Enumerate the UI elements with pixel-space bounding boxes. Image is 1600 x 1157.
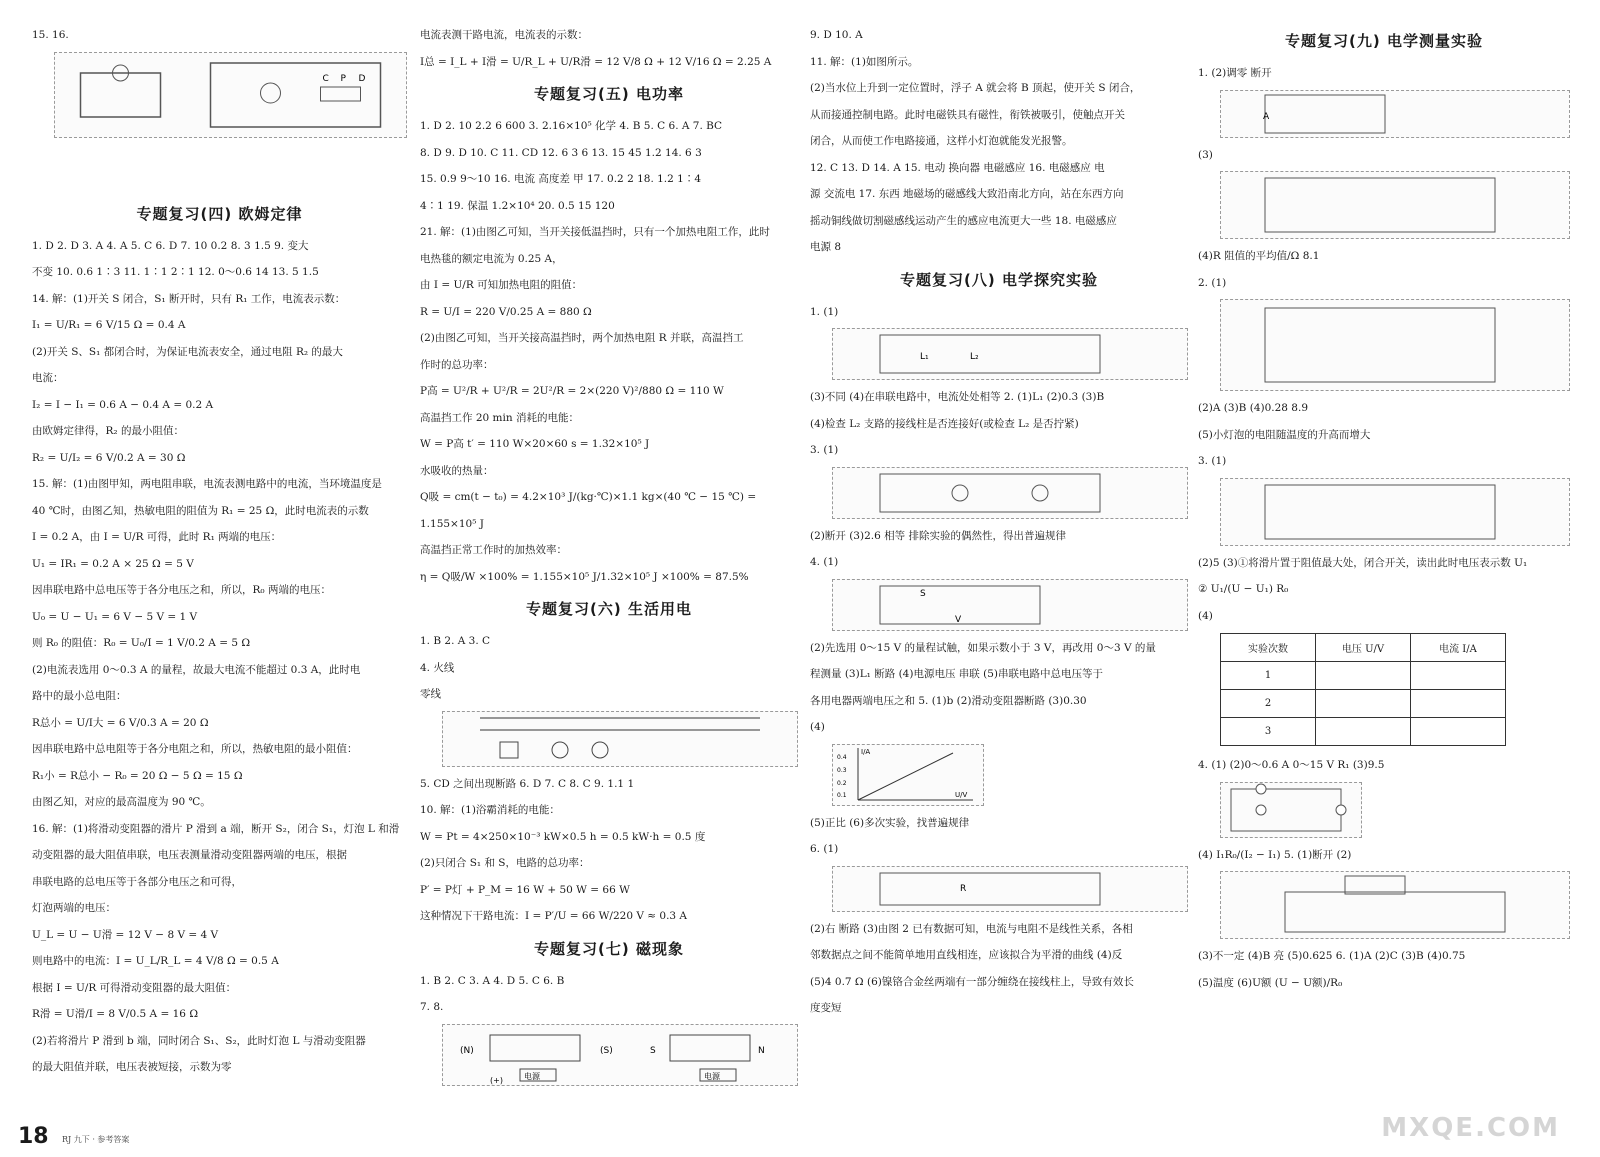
table-cell — [1411, 718, 1506, 746]
text-line: (2)A (3)B (4)0.28 8.9 — [1198, 402, 1309, 414]
text-line: 因串联电路中总电压等于各分电压之和，所以，R₀ 两端的电压： — [32, 584, 331, 596]
text-line: 1. B 2. A 3. C — [420, 635, 491, 647]
text-line: 1.155×10⁵ J — [420, 517, 484, 530]
coil-diagram-icon — [443, 1025, 797, 1085]
table-cell — [1316, 662, 1411, 690]
circuit-diagram-icon — [443, 712, 797, 766]
text-line: 3. (1) — [810, 444, 839, 456]
table-row — [1221, 718, 1506, 746]
text-line: (2)右 断路 (3)由图 2 已有数据可知，电流与电阻不是线性关系，各相 — [810, 922, 1133, 935]
text-line: 15. 0.9 9～10 16. 电流 高度差 甲 17. 0.2 2 18. 1.2 1∶4 — [420, 173, 702, 185]
label-power-2: 电源 — [704, 1071, 720, 1081]
column-1 — [32, 22, 407, 1117]
text-line: 5. CD 之间出现断路 6. D 7. C 8. C 9. 1.1 1 — [420, 777, 635, 790]
table-cell — [1316, 690, 1411, 718]
text-line: 16. 解：(1)将滑动变阻器的滑片 P 滑到 a 端，断开 S₂，闭合 S₁，灯泡 L 和滑 — [32, 822, 400, 835]
text-line: 电流表测干路电流，电流表的示数： — [420, 29, 588, 41]
text-line: 40 ℃时，由图乙知，热敏电阻的阻值为 R₁ = 25 Ω，此时电流表的示数 — [32, 504, 369, 517]
text-line: 4∶1 19. 保温 1.2×10⁴ 20. 0.5 15 120 — [420, 199, 615, 212]
circuit-diagram-icon — [833, 329, 1187, 379]
text-line: 由 I = U/R 可知加热电阻的阻值： — [420, 279, 583, 291]
label-d: D — [358, 73, 366, 84]
graph-icon — [833, 745, 983, 805]
text-line: 1. (1) — [810, 305, 839, 318]
section-title: 专题复习(八) 电学探究实验 — [900, 270, 1098, 289]
electromagnet-figure — [442, 1024, 798, 1086]
text-line: (3)不一定 (4)B 亮 (5)0.625 6. (1)A (2)C (3)B (4)0.75 — [1198, 950, 1466, 962]
text-line: 11. 解：(1)如图所示。 — [810, 55, 919, 68]
section-title: 专题复习(六) 生活用电 — [526, 600, 692, 618]
text-line: (2)若将滑片 P 滑到 b 端，同时闭合 S₁、S₂，此时灯泡 L 与滑动变阻器 — [32, 1034, 366, 1047]
text-line: P高 = U²/R + U²/R = 2U²/R = 2×(220 V)²/880 Ω = 110 W — [420, 385, 724, 397]
text-line: 则电路中的电流：I = U_L/R_L = 4 V/8 Ω = 0.5 A — [32, 955, 279, 967]
text-line: R滑 = U滑/I = 8 V/0.5 A = 16 Ω — [32, 1008, 199, 1020]
text-line: 1. (2)调零 断开 — [1198, 67, 1272, 79]
text-line: 1. D 2. D 3. A 4. A 5. C 6. D 7. 10 0.2 8. 3 1.5 9. 变大 — [32, 239, 309, 252]
text-line: 因串联电路中总电阻等于各分电阻之和，所以，热敏电阻的最小阻值： — [32, 743, 358, 755]
graph-ylabel: I/A — [861, 747, 871, 756]
table-row — [1221, 690, 1506, 718]
text-line: U₀ = U − U₁ = 6 V − 5 V = 1 V — [32, 610, 198, 623]
text-line: 1. D 2. 10 2.2 6 600 3. 2.16×10⁵ 化学 4. B 5. C 6. A 7. BC — [420, 120, 723, 132]
circuit-figure-9-4 — [1220, 782, 1362, 838]
section-title: 专题复习(九) 电学测量实验 — [1285, 32, 1483, 50]
text-line: (2)先选用 0～15 V 的量程试触，如果示数小于 3 V，再改用 0～3 V 的量 — [810, 641, 1156, 654]
label-a: A — [1263, 111, 1270, 122]
text-line: 10. 解：(1)浴霸消耗的电能： — [420, 804, 560, 816]
text-line: (2)只闭合 S₁ 和 S，电路的总功率： — [420, 857, 590, 869]
text-line: R总小 = U/I大 = 6 V/0.3 A = 20 Ω — [32, 716, 209, 729]
text-line: 6. (1) — [810, 843, 839, 855]
text-line: I = 0.2 A，由 I = U/R 可得，此时 R₁ 两端的电压： — [32, 531, 282, 543]
text-line: 从而接通控制电路。此时电磁铁具有磁性，衔铁被吸引，使触点开关 — [810, 108, 1125, 121]
text-line: I₂ = I − I₁ = 0.6 A − 0.4 A = 0.2 A — [32, 398, 214, 411]
text-line: (2)当水位上升到一定位置时，浮子 A 就会将 B 顶起，使开关 S 闭合， — [810, 82, 1141, 94]
text-line: ② U₁/(U − U₁) R₀ — [1198, 583, 1289, 595]
text-line: 路中的最小总电阻： — [32, 690, 127, 702]
text-line: 水吸收的热量： — [420, 464, 494, 477]
table-cell: 2 — [1221, 690, 1316, 718]
text-line: (3)不同 (4)在串联电路中，电流处处相等 2. (1)L₁ (2)0.3 (3)B — [810, 391, 1105, 403]
circuit-figure-9-1 — [1220, 90, 1570, 138]
footer-text: RJ 九下 · 参考答案 — [62, 1135, 130, 1144]
text-line: U_L = U − U滑 = 12 V − 8 V = 4 V — [32, 928, 219, 941]
text-line: (5)正比 (6)多次实验，找普遍规律 — [810, 816, 970, 829]
text-line: 电热毯的额定电流为 0.25 A， — [420, 252, 563, 265]
circuit-diagram-icon — [1221, 783, 1361, 837]
text-line: 15. 16. — [32, 29, 69, 41]
text-line: P′ = P灯 + P_M = 16 W + 50 W = 66 W — [420, 883, 630, 896]
table-cell — [1411, 690, 1506, 718]
text-line: (2)断开 (3)2.6 相等 排除实验的偶然性，得出普遍规律 — [810, 529, 1066, 542]
text-line: (4) — [1198, 609, 1213, 622]
text-line: 不变 10. 0.6 1∶3 11. 1∶1 2∶1 12. 0～0.6 14 13. 5 1.5 — [32, 266, 319, 278]
table-cell: 1 — [1221, 662, 1316, 690]
label-l1: L₁ — [920, 352, 929, 362]
text-line: 电源 8 — [810, 241, 842, 253]
text-line: 7. 8. — [420, 1001, 444, 1013]
text-line: I₁ = U/R₁ = 6 V/15 Ω = 0.4 A — [32, 319, 186, 331]
table-cell — [1316, 718, 1411, 746]
text-line: (3) — [1198, 148, 1213, 161]
text-line: 8. D 9. D 10. C 11. CD 12. 6 3 6 13. 15 45 1.2 14. 6 3 — [420, 146, 702, 159]
label-n: (N) — [460, 1045, 474, 1056]
text-line: (2)由图乙可知，当开关接高温挡时，两个加热电阻 R 并联，高温挡工 — [420, 332, 744, 344]
text-line: 摇动铜线做切割磁感线运动产生的感应电流更大一些 18. 电磁感应 — [810, 214, 1117, 227]
table-cell — [1411, 662, 1506, 690]
text-line: 则 R₀ 的阻值：R₀ = U₀/I = 1 V/0.2 A = 5 Ω — [32, 637, 251, 649]
label-s2: S — [650, 1045, 656, 1056]
text-line: 15. 解：(1)由图甲知，两电阻串联，电流表测电路中的电流，当环境温度是 — [32, 478, 382, 490]
text-line: W = P高 t′ = 110 W×20×60 s = 1.32×10⁵ J — [420, 438, 650, 450]
text-line: (5)4 0.7 Ω (6)镍铬合金丝两端有一部分缠绕在接线柱上，导致有效长 — [810, 975, 1134, 988]
text-line: 21. 解：(1)由图乙可知，当开关接低温挡时，只有一个加热电阻工作，此时 — [420, 226, 770, 238]
text-line: 串联电路的总电压等于各部分电压之和可得， — [32, 875, 242, 888]
text-line: (4)检查 L₂ 支路的接线柱是否连接好(或检查 L₂ 是否拧紧) — [810, 417, 1079, 430]
table-row — [1221, 662, 1506, 690]
text-line: η = Q吸/W ×100% = 1.155×10⁵ J/1.32×10⁵ J ×100% = 87.5% — [420, 570, 749, 583]
ytick: 0.1 — [837, 791, 847, 799]
circuit-figure-9-3b — [1220, 478, 1570, 546]
column-4 — [1198, 22, 1570, 1117]
text-line: R = U/I = 220 V/0.25 A = 880 Ω — [420, 305, 592, 318]
text-line: 由欧姆定律得，R₂ 的最小阻值： — [32, 425, 184, 437]
text-line: 作时的总功率： — [420, 358, 494, 371]
circuit-figure-6 — [832, 866, 1188, 912]
circuit-figure-1 — [832, 328, 1188, 380]
text-line: 动变阻器的最大阻值串联，电压表测量滑动变阻器两端的电压，根据 — [32, 849, 347, 861]
text-line: I总 = I_L + I滑 = U/R_L + U/R滑 = 12 V/8 Ω + 12 V/16 Ω = 2.25 A — [420, 55, 772, 68]
ytick: 0.3 — [837, 766, 847, 774]
circuit-figure-4 — [832, 579, 1188, 631]
circuit-figure-15-16 — [54, 52, 407, 138]
text-line: R₂ = U/I₂ = 6 V/0.2 A = 30 Ω — [32, 451, 186, 464]
graph-xlabel: U/V — [955, 790, 968, 799]
table-header: 电压 U/V — [1316, 634, 1411, 662]
text-line: R₁小 = R总小 − R₀ = 20 Ω − 5 Ω = 15 Ω — [32, 769, 243, 782]
circuit-figure-3 — [832, 467, 1188, 519]
text-line: (4)R 阻值的平均值/Ω 8.1 — [1198, 250, 1320, 262]
table-header: 实验次数 — [1221, 634, 1316, 662]
label-plus: (+) — [490, 1075, 503, 1085]
circuit-diagram-icon — [1221, 300, 1569, 390]
label-v: V — [955, 614, 962, 625]
text-line: 高温挡工作 20 min 消耗的电能： — [420, 411, 579, 424]
text-line: (4) — [810, 721, 825, 733]
text-line: U₁ = IR₁ = 0.2 A × 25 Ω = 5 V — [32, 557, 194, 570]
circuit-diagram-icon — [1221, 479, 1569, 545]
label-p: P — [340, 73, 346, 84]
household-circuit-figure — [442, 711, 798, 767]
label-power: 电源 — [524, 1071, 540, 1081]
text-line: (4) I₁R₀/(I₂ − I₁) 5. (1)断开 (2) — [1198, 848, 1352, 861]
text-line: 高温挡正常工作时的加热效率： — [420, 544, 567, 556]
circuit-figure-9-5 — [1220, 871, 1570, 939]
watermark: MXQE.COM — [1381, 1113, 1560, 1143]
label-switch-s: S — [920, 588, 926, 599]
text-line: Q吸 = cm(t − t₀) = 4.2×10³ J/(kg·℃)×1.1 kg×(40 ℃ − 15 ℃) = — [420, 491, 757, 503]
circuit-diagram-icon — [1221, 91, 1569, 137]
circuit-diagram-icon — [833, 580, 1187, 630]
circuit-figure-9-2 — [1220, 299, 1570, 391]
column-3 — [810, 22, 1188, 1117]
text-line: 4. (1) — [810, 556, 839, 568]
text-line: 1. B 2. C 3. A 4. D 5. C 6. B — [420, 974, 565, 987]
data-table — [1220, 633, 1506, 746]
text-line — [32, 168, 407, 195]
text-line: W = Pt = 4×250×10⁻³ kW×0.5 h = 0.5 kW·h = 0.5 度 — [420, 830, 706, 843]
page-number: 18 — [18, 1124, 49, 1149]
text-line: 2. (1) — [1198, 276, 1227, 289]
table-cell: 3 — [1221, 718, 1316, 746]
text-line: 3. (1) — [1198, 455, 1227, 467]
circuit-diagram-icon — [55, 53, 406, 137]
text-line: 14. 解：(1)开关 S 闭合，S₁ 断开时，只有 R₁ 工作，电流表示数： — [32, 292, 346, 305]
text-line: (5)温度 (6)U额 (U − U额)/R₀ — [1198, 976, 1343, 989]
text-line: 4. 火线 — [420, 661, 455, 674]
text-line: 灯泡两端的电压： — [32, 902, 116, 914]
text-line: (2)电流表选用 0～0.3 A 的量程，故最大电流不能超过 0.3 A，此时电 — [32, 663, 361, 676]
ytick: 0.2 — [837, 779, 847, 787]
circuit-diagram-icon — [1221, 172, 1569, 238]
text-line: 闭合，从而使工作电路接通，这样小灯泡就能发光报警。 — [810, 135, 1073, 147]
table-header: 电流 I/A — [1411, 634, 1506, 662]
circuit-diagram-icon — [833, 468, 1187, 518]
section-title: 专题复习(五) 电功率 — [534, 85, 684, 103]
text-line: 根据 I = U/R 可得滑动变阻器的最大阻值： — [32, 981, 237, 994]
text-line: 这种情况下干路电流：I = P′/U = 66 W/220 V ≈ 0.3 A — [420, 910, 688, 922]
text-line: (5)小灯泡的电阻随温度的升高而增大 — [1198, 428, 1371, 441]
label-l2: L₂ — [970, 352, 979, 362]
text-line: 邻数据点之间不能简单地用直线相连，应该拟合为平滑的曲线 (4)反 — [810, 949, 1123, 961]
label-n2: N — [758, 1045, 765, 1056]
label-r: R — [960, 883, 967, 894]
text-line: 12. C 13. D 14. A 15. 电动 换向器 电磁感应 16. 电磁感应 电 — [810, 161, 1105, 174]
ytick: 0.4 — [837, 753, 847, 761]
text-line: (2)5 (3)①将滑片置于阻值最大处，闭合开关，读出此时电压表示数 U₁ — [1198, 556, 1528, 569]
section-title: 专题复习(七) 磁现象 — [534, 939, 684, 958]
text-line: 零线 — [420, 688, 441, 700]
text-line: 9. D 10. A — [810, 29, 863, 41]
text-line: 度变短 — [810, 1002, 842, 1014]
table-header-row — [1221, 634, 1506, 662]
text-line: 程测量 (3)L₁ 断路 (4)电源电压 串联 (5)串联电路中总电压等于 — [810, 668, 1103, 680]
circuit-diagram-icon — [1221, 872, 1569, 938]
text-line: 的最大阻值并联，电压表被短接，示数为零 — [32, 1061, 232, 1073]
circuit-figure-9-3 — [1220, 171, 1570, 239]
text-line: 各用电器两端电压之和 5. (1)b (2)滑动变阻器断路 (3)0.30 — [810, 694, 1087, 707]
column-2 — [420, 22, 798, 1117]
text-line — [32, 142, 407, 169]
label-c: C — [322, 73, 329, 84]
text-line: (2)开关 S、S₁ 都闭合时，为保证电流表安全，通过电阻 R₂ 的最大 — [32, 345, 343, 358]
iu-graph — [832, 744, 984, 806]
text-line: 4. (1) (2)0～0.6 A 0～15 V R₁ (3)9.5 — [1198, 759, 1385, 771]
circuit-diagram-icon — [833, 867, 1187, 911]
section-title: 专题复习(四) 欧姆定律 — [136, 204, 303, 223]
text-line: 由图乙知，对应的最高温度为 90 ℃。 — [32, 796, 211, 808]
text-line: 电流： — [32, 372, 64, 384]
label-s: (S) — [600, 1045, 613, 1056]
text-line: 源 交流电 17. 东西 地磁场的磁感线大致沿南北方向，站在东西方向 — [810, 188, 1124, 200]
